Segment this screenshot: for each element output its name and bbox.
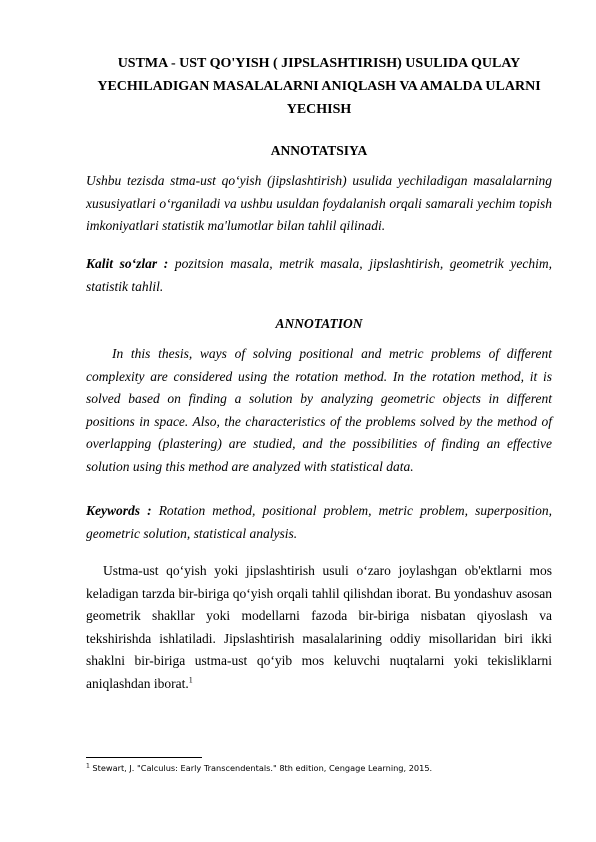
uz-abstract-heading: ANNOTATSIYA bbox=[270, 143, 368, 158]
en-keywords bbox=[86, 500, 552, 545]
footnote-reference[interactable]: 1 bbox=[188, 675, 193, 685]
body-paragraph-text: Ustma-ust qo‘yish yoki jipslashtirish usuli o‘zaro joylashgan ob'ektlarni mos keladigan tarzda bir-biriga qo‘yish orqali tahlil qilishdan iborat. Bu yondashuv asosan geometrik shakllar yoki modellarni fazoda bir-biriga nisbatan qiyoslash va tekshirishda ishlatiladi. Jipslashtirish masalalarining oddiy misollaridan biri ikki shaklni bir-biriga ustma-ust qo‘yib mos keluvchi nuqtalarni yoki tekisliklarni aniqlashdan iborat. bbox=[86, 563, 552, 691]
paper-title: USTMA - UST QO'YISH ( JIPSLASHTIRISH) USULIDA QULAY YECHILADIGAN MASALALARNI ANIQLASH VA AMALDA ULARNI YECHISH bbox=[97, 56, 541, 117]
en-keywords-label: Keywords : bbox=[86, 503, 152, 518]
uz-abstract-text: Ushbu tezisda stma-ust qo‘yish (jipslashtirish) usulida yechiladigan masalalarning xususiyatlari o‘rganiladi va ushbu usuldan foydalanish orqali samarali yechim topish imkoniyatlari statistik ma'lumotlar bilan tahlil qilinadi. bbox=[86, 173, 552, 234]
body-paragraph bbox=[86, 560, 552, 696]
en-abstract-heading: ANNOTATION bbox=[275, 316, 363, 331]
footnote-text: Stewart, J. "Calculus: Early Transcendentals." 8th edition, Cengage Learning, 2015. bbox=[89, 763, 433, 773]
uz-keywords-text: pozitsion masala, metrik masala, jipslashtirish, geometrik yechim, statistik tahlil. bbox=[86, 256, 552, 294]
footnote-marker: 1 bbox=[86, 762, 90, 770]
footnote bbox=[86, 763, 552, 774]
en-abstract-text: In this thesis, ways of solving positional and metric problems of different complexity are considered using the rotation method. In the rotation method, it is solved based on finding a solution by analyzing geometric objects in different positions in space. Also, the characteristics of the problems solved by the method of overlapping (plastering) are studied, and the possibilities of finding an effective solution using this method are analyzed with statistical data. bbox=[86, 346, 552, 474]
en-keywords-text: Rotation method, positional problem, metric problem, superposition, geometric solution, statistical analysis. bbox=[86, 503, 552, 541]
footnote-separator bbox=[86, 757, 202, 758]
uz-keywords-label: Kalit so‘zlar : bbox=[86, 256, 169, 271]
uz-keywords bbox=[86, 253, 552, 298]
